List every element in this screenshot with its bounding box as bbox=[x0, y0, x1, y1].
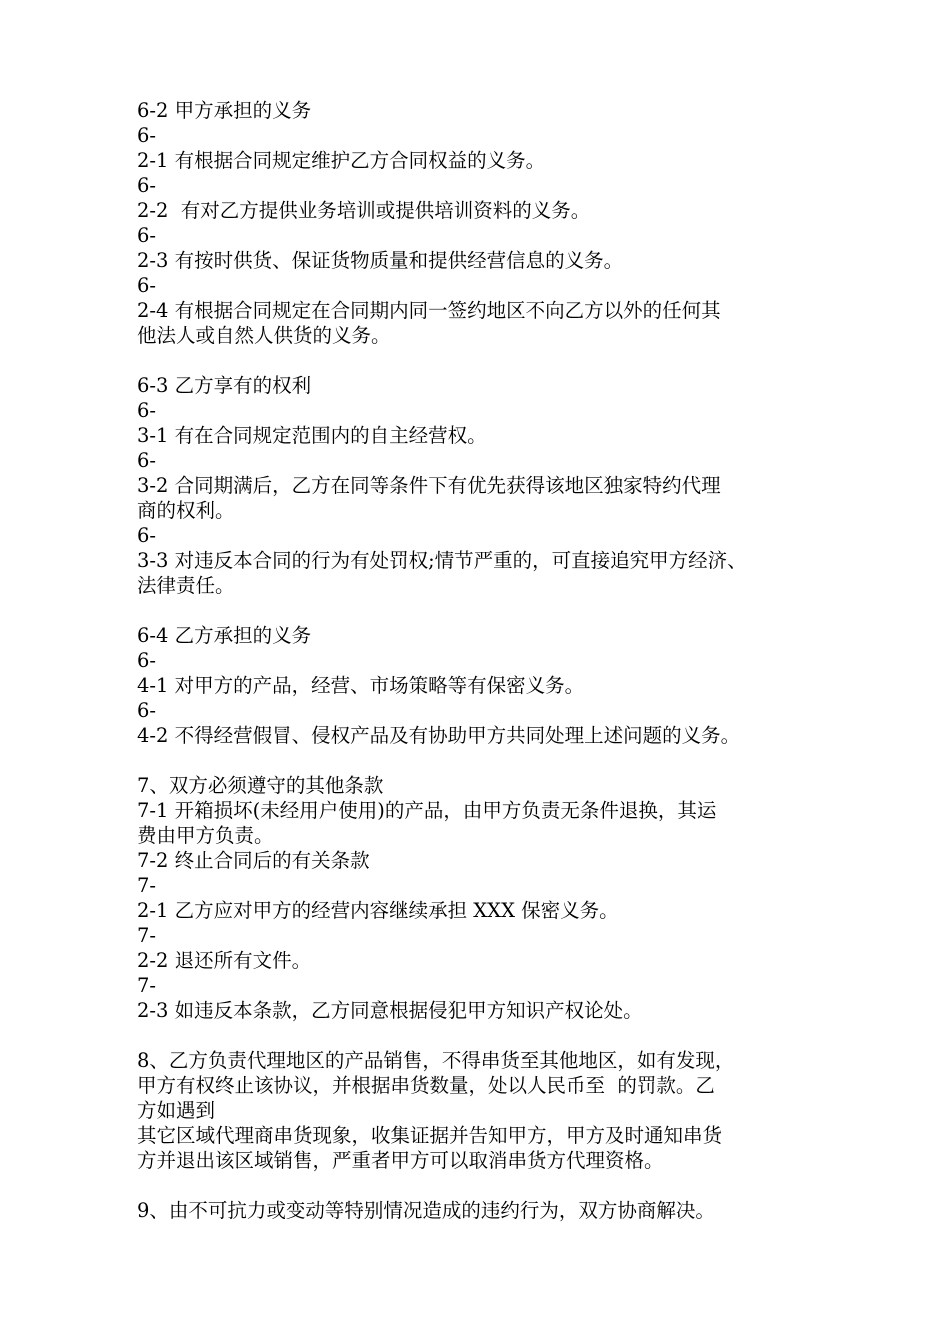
text-line: 方并退出该区域销售，严重者甲方可以取消串货方代理资格。 bbox=[137, 1149, 664, 1172]
text-line: 4-1 对甲方的产品，经营、市场策略等有保密义务。 bbox=[137, 674, 585, 697]
paragraph-gap bbox=[137, 1173, 837, 1198]
section-heading: 7、双方必须遵守的其他条款 bbox=[137, 774, 384, 797]
text-line: 7- bbox=[137, 874, 156, 897]
text-line: 2-2 有对乙方提供业务培训或提供培训资料的义务。 bbox=[137, 199, 591, 222]
text-line: 6- bbox=[137, 449, 156, 472]
text-line: 6- bbox=[137, 124, 156, 147]
paragraph-gap bbox=[137, 1023, 837, 1048]
text-line: 2-4 有根据合同规定在合同期内同一签约地区不向乙方以外的任何其 bbox=[137, 299, 721, 322]
text-line: 甲方有权终止该协议，并根据串货数量，处以人民币至 的罚款。乙 bbox=[137, 1074, 715, 1097]
text-line: 7- bbox=[137, 974, 156, 997]
section-heading: 6-3 乙方享有的权利 bbox=[137, 374, 312, 397]
text-line: 3-3 对违反本合同的行为有处罚权;情节严重的，可直接追究甲方经济、 bbox=[137, 549, 747, 572]
text-line: 7-2 终止合同后的有关条款 bbox=[137, 849, 370, 872]
text-line: 法律责任。 bbox=[137, 574, 235, 597]
text-line: 2-1 有根据合同规定维护乙方合同权益的义务。 bbox=[137, 149, 546, 172]
text-line: 其它区域代理商串货现象，收集证据并告知甲方，甲方及时通知串货 bbox=[137, 1124, 723, 1147]
text-line: 2-1 乙方应对甲方的经营内容继续承担 XXX 保密义务。 bbox=[137, 899, 619, 922]
text-line: 9、由不可抗力或变动等特别情况造成的违约行为，双方协商解决。 bbox=[137, 1199, 715, 1222]
text-line: 6- bbox=[137, 649, 156, 672]
text-line: 6- bbox=[137, 699, 156, 722]
text-line: 6-2 甲方承担的义务 bbox=[137, 99, 312, 122]
text-line: 6- bbox=[137, 399, 156, 422]
paragraph-gap bbox=[137, 348, 837, 373]
text-line: 3-2 合同期满后，乙方在同等条件下有优先获得该地区独家特约代理 bbox=[137, 474, 721, 497]
text-line: 7- bbox=[137, 924, 156, 947]
paragraph-gap bbox=[137, 598, 837, 623]
paragraph-gap bbox=[137, 748, 837, 773]
document-body bbox=[137, 98, 837, 1223]
text-line: 费由甲方负责。 bbox=[137, 824, 274, 847]
text-line: 2-2 退还所有文件。 bbox=[137, 949, 312, 972]
text-line: 6- bbox=[137, 524, 156, 547]
text-line: 商的权利。 bbox=[137, 499, 235, 522]
text-line: 8、乙方负责代理地区的产品销售，不得串货至其他地区，如有发现， bbox=[137, 1049, 735, 1072]
text-line: 4-2 不得经营假冒、侵权产品及有协助甲方共同处理上述问题的义务。 bbox=[137, 724, 741, 747]
text-line: 6- bbox=[137, 224, 156, 247]
text-line: 他法人或自然人供货的义务。 bbox=[137, 324, 391, 347]
text-line: 6- bbox=[137, 174, 156, 197]
text-line: 2-3 如违反本条款，乙方同意根据侵犯甲方知识产权论处。 bbox=[137, 999, 643, 1022]
section-heading: 6-4 乙方承担的义务 bbox=[137, 624, 312, 647]
text-line: 7-1 开箱损坏(未经用户使用)的产品，由甲方负责无条件退换，其运 bbox=[137, 799, 717, 822]
text-line: 6- bbox=[137, 274, 156, 297]
text-line: 方如遇到 bbox=[137, 1099, 216, 1122]
text-line: 3-1 有在合同规定范围内的自主经营权。 bbox=[137, 424, 487, 447]
text-line: 2-3 有按时供货、保证货物质量和提供经营信息的义务。 bbox=[137, 249, 624, 272]
